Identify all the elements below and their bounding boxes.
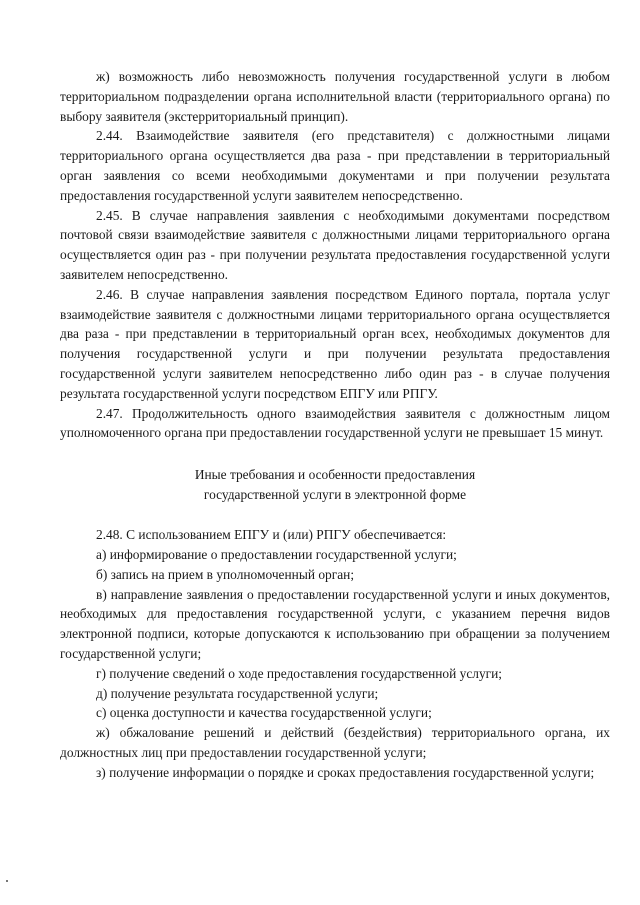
section-heading-line-2: государственной услуги в электронной форме [203,487,467,503]
electronic-services-list [60,525,610,782]
list-item-s: с) оценка доступности и качества государственной услуги; [96,705,432,721]
scan-artifact [6,880,8,882]
list-item-v: в) направление заявления о предоставлении государственной услуги и иных документов, необходимых для предоставления государственной услуги, с указанием перечня видов электронной подписи, которые допускаются к использованию при обращении за получением государственной услуги; [60,586,610,661]
paragraph-zh-extraterritorial: ж) возможность либо невозможность получения государственной услуги в любом территориальном подразделении органа исполнительной власти (территориального органа) по выбору заявителя (экстерриториальный принцип). [60,69,610,124]
list-item-b: б) запись на прием в уполномоченный орган; [96,566,355,582]
document-body [60,67,610,783]
paragraph-2-44: 2.44. Взаимодействие заявителя (его представителя) с должностными лицами территориального органа осуществляется два раза - при представлении в территориальный орган заявления со всеми необходимыми документами и при получении результата предоставления государственной услуги заявителем непосредственно. [60,128,610,203]
list-item-a: а) информирование о предоставлении государственной услуги; [96,546,457,562]
section-heading-line-1: Иные требования и особенности предоставления [194,467,476,483]
section-heading [60,465,610,505]
list-item-d: д) получение результата государственной услуги; [96,685,379,701]
paragraph-2-47: 2.47. Продолжительность одного взаимодействия заявителя с должностным лицом уполномоченного органа при предоставлении государственной услуги не превышает 15 минут. [60,405,610,441]
list-item-zh: ж) обжалование решений и действий (бездействия) территориального органа, их должностных лиц при предоставлении государственной услуги; [60,725,610,760]
paragraph-2-46: 2.46. В случае направления заявления посредством Единого портала, портала услуг взаимодействие заявителя с должностными лицами территориального органа осуществляется два раза - при представлении в территориальный орган всех, необходимых документов для получения государственной услуги и при получении результата предоставления государственной услуги заявителем непосредственно либо один раз - в случае получения результата государственной услуги посредством ЕПГУ или РПГУ. [60,286,610,401]
paragraph-2-45: 2.45. В случае направления заявления с необходимыми документами посредством почтовой связи взаимодействие заявителя с должностными лицами территориального органа осуществляется один раз - при получении результата предоставления государственной услуги заявителем непосредственно. [60,207,610,282]
list-item-g: г) получение сведений о ходе предоставления государственной услуги; [96,665,503,681]
list-item-z: з) получение информации о порядке и сроках предоставления государственной услуги; [96,764,595,780]
paragraph-2-48: 2.48. С использованием ЕПГУ и (или) РПГУ обеспечивается: [96,527,447,543]
